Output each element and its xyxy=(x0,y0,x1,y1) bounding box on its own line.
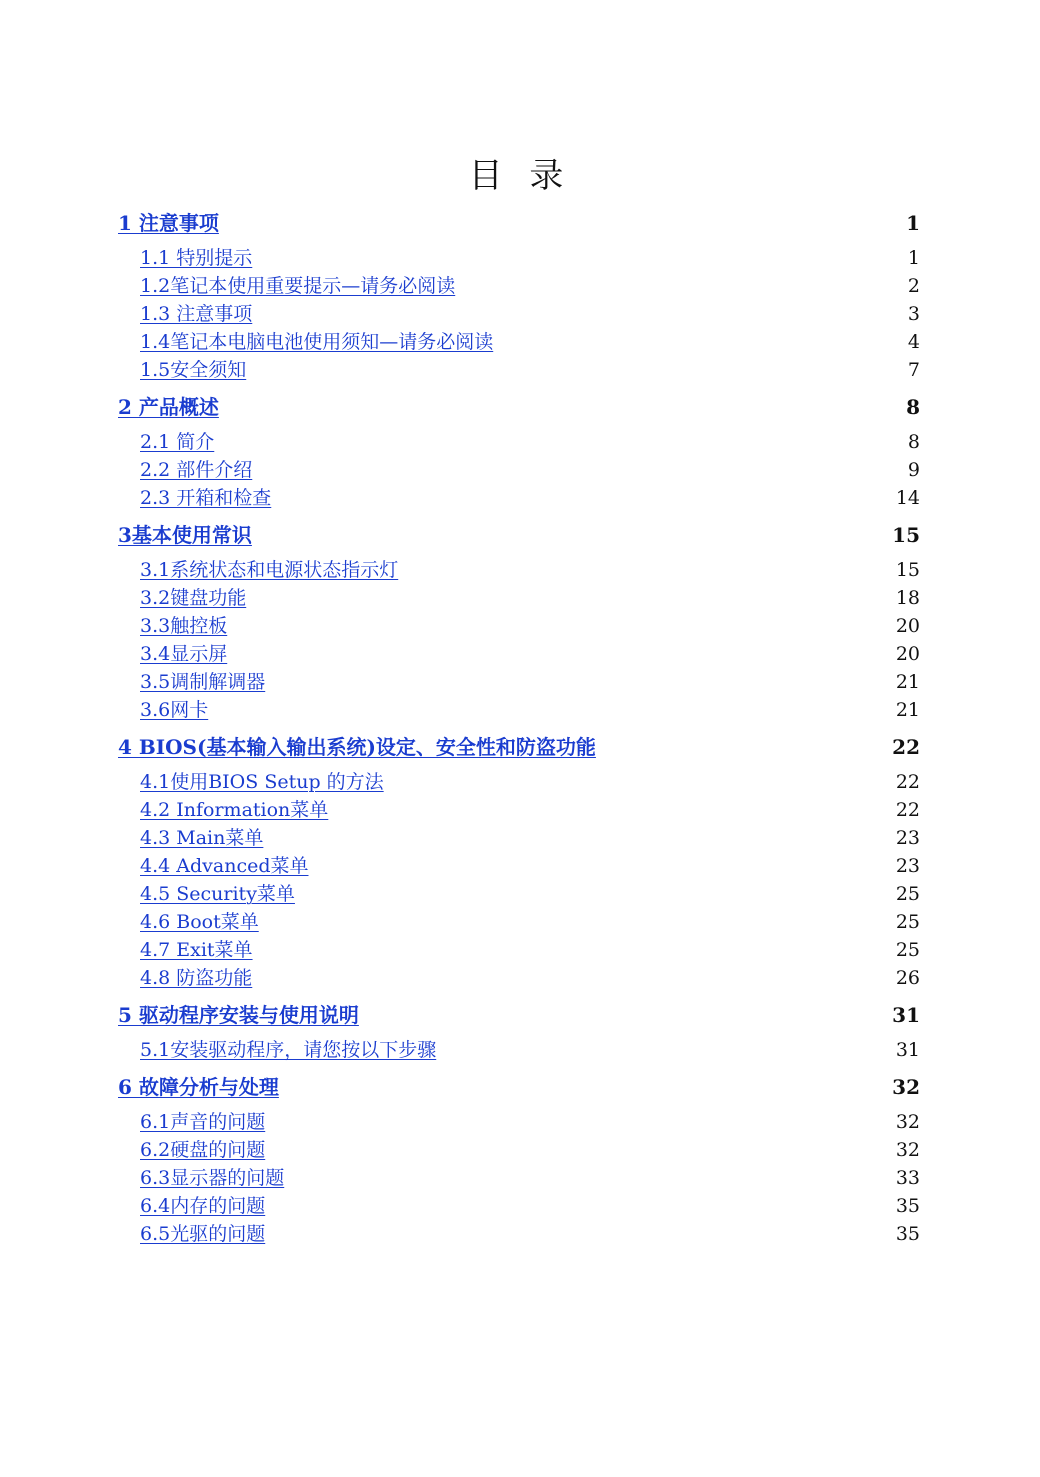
toc-page-number: 8 xyxy=(907,431,920,453)
toc-section-row xyxy=(118,272,920,300)
toc-section-link[interactable]: 6.1声音的问题 xyxy=(140,1111,266,1133)
toc-chapter-link[interactable]: 1 注意事项 xyxy=(118,211,219,235)
toc-page-number: 31 xyxy=(895,1039,920,1061)
toc-section-link[interactable]: 3.5调制解调器 xyxy=(140,671,266,693)
toc-section-link[interactable]: 4.6 Boot菜单 xyxy=(140,911,259,933)
toc-section-link[interactable]: 2.3 开箱和检查 xyxy=(140,487,272,509)
toc-section-row xyxy=(118,300,920,328)
toc-section-row xyxy=(118,796,920,824)
toc-section-link[interactable]: 3.6网卡 xyxy=(140,699,209,721)
toc-page-number: 26 xyxy=(895,967,920,989)
toc-section-link[interactable]: 3.3触控板 xyxy=(140,615,228,637)
toc-section-link[interactable]: 4.5 Security菜单 xyxy=(140,883,295,905)
toc-title: 目 录 xyxy=(468,156,572,196)
toc-page-number: 35 xyxy=(895,1195,920,1217)
toc-section-row xyxy=(118,428,920,456)
toc-section-row xyxy=(118,852,920,880)
toc-page-number: 7 xyxy=(907,359,920,381)
toc-page-number: 21 xyxy=(895,671,920,693)
toc-section-row xyxy=(118,964,920,992)
toc-chapter-link[interactable]: 2 产品概述 xyxy=(118,395,219,419)
toc-section-link[interactable]: 3.4显示屏 xyxy=(140,643,228,665)
toc-section-list xyxy=(118,428,920,512)
toc-page-number: 32 xyxy=(895,1111,920,1133)
toc-section-link[interactable]: 4.8 防盗功能 xyxy=(140,967,253,989)
toc-section-row xyxy=(118,356,920,384)
toc-section-row xyxy=(118,456,920,484)
toc-chapter xyxy=(118,516,920,724)
toc-section-link[interactable]: 1.3 注意事项 xyxy=(140,303,253,325)
toc-section-link[interactable]: 6.4内存的问题 xyxy=(140,1195,266,1217)
toc-chapter-row xyxy=(118,1068,920,1106)
toc-page-number: 21 xyxy=(895,699,920,721)
toc-section-list xyxy=(118,244,920,384)
toc-section-link[interactable]: 4.3 Main菜单 xyxy=(140,827,264,849)
toc-page-number: 20 xyxy=(895,643,920,665)
toc-section-link[interactable]: 6.5光驱的问题 xyxy=(140,1223,266,1245)
toc-page-number: 23 xyxy=(895,855,920,877)
toc-section-row xyxy=(118,612,920,640)
toc-page-number: 22 xyxy=(895,771,920,793)
toc-section-link[interactable]: 3.2键盘功能 xyxy=(140,587,247,609)
toc-chapter-row xyxy=(118,516,920,554)
toc-page-number: 32 xyxy=(895,1139,920,1161)
toc-chapter-link[interactable]: 4 BIOS(基本输入输出系统)设定、安全性和防盗功能 xyxy=(118,735,596,759)
toc-page-number: 35 xyxy=(895,1223,920,1245)
toc-chapter-row xyxy=(118,204,920,242)
toc-chapter xyxy=(118,388,920,512)
toc-page-number: 15 xyxy=(892,523,920,547)
toc-page-number: 1 xyxy=(907,247,920,269)
toc-section-link[interactable]: 1.4笔记本电脑电池使用须知—请务必阅读 xyxy=(140,331,494,353)
toc-page-number: 25 xyxy=(895,883,920,905)
toc-section-row xyxy=(118,768,920,796)
toc-section-link[interactable]: 1.1 特别提示 xyxy=(140,247,253,269)
toc-section-link[interactable]: 1.2笔记本使用重要提示—请务必阅读 xyxy=(140,275,456,297)
toc-chapter xyxy=(118,1068,920,1248)
toc-section-row xyxy=(118,556,920,584)
toc-page-number: 18 xyxy=(895,587,920,609)
toc-page-number: 25 xyxy=(895,911,920,933)
toc-section-row xyxy=(118,1036,920,1064)
toc-section-link[interactable]: 5.1安装驱动程序，请您按以下步骤 xyxy=(140,1039,437,1061)
toc-page-number: 3 xyxy=(907,303,920,325)
toc-page-number: 32 xyxy=(892,1075,920,1099)
toc-chapter-link[interactable]: 3基本使用常识 xyxy=(118,523,252,547)
toc-section-row xyxy=(118,328,920,356)
table-of-contents xyxy=(118,200,920,1252)
toc-section-link[interactable]: 2.2 部件介绍 xyxy=(140,459,253,481)
toc-section-link[interactable]: 4.7 Exit菜单 xyxy=(140,939,253,961)
toc-section-row xyxy=(118,1220,920,1248)
toc-section-row xyxy=(118,936,920,964)
toc-section-row xyxy=(118,1136,920,1164)
toc-section-link[interactable]: 1.5安全须知 xyxy=(140,359,247,381)
toc-section-row xyxy=(118,484,920,512)
toc-chapter-link[interactable]: 6 故障分析与处理 xyxy=(118,1075,279,1099)
toc-section-row xyxy=(118,244,920,272)
toc-chapter xyxy=(118,996,920,1064)
toc-page-number: 22 xyxy=(892,735,920,759)
toc-page-number: 22 xyxy=(895,799,920,821)
toc-page-number: 9 xyxy=(907,459,920,481)
toc-page-number: 4 xyxy=(907,331,920,353)
toc-chapter-row xyxy=(118,728,920,766)
toc-section-link[interactable]: 6.2硬盘的问题 xyxy=(140,1139,266,1161)
toc-page-number: 20 xyxy=(895,615,920,637)
toc-page-number: 33 xyxy=(895,1167,920,1189)
toc-chapter-link[interactable]: 5 驱动程序安装与使用说明 xyxy=(118,1003,359,1027)
toc-section-link[interactable]: 4.2 Information菜单 xyxy=(140,799,329,821)
toc-page-number: 15 xyxy=(895,559,920,581)
toc-section-row xyxy=(118,640,920,668)
toc-page-number: 14 xyxy=(895,487,920,509)
toc-chapter xyxy=(118,204,920,384)
toc-section-link[interactable]: 4.1使用BIOS Setup 的方法 xyxy=(140,771,384,793)
toc-page-number: 8 xyxy=(906,395,920,419)
toc-section-link[interactable]: 4.4 Advanced菜单 xyxy=(140,855,309,877)
toc-page-number: 31 xyxy=(892,1003,920,1027)
toc-section-row xyxy=(118,908,920,936)
toc-chapter-row xyxy=(118,388,920,426)
toc-section-list xyxy=(118,1036,920,1064)
toc-section-row xyxy=(118,824,920,852)
toc-section-link[interactable]: 2.1 简介 xyxy=(140,431,215,453)
toc-section-link[interactable]: 6.3显示器的问题 xyxy=(140,1167,285,1189)
toc-section-link[interactable]: 3.1系统状态和电源状态指示灯 xyxy=(140,559,399,581)
toc-page-number: 25 xyxy=(895,939,920,961)
toc-page-number: 2 xyxy=(907,275,920,297)
toc-page-number: 1 xyxy=(906,211,920,235)
toc-section-row xyxy=(118,880,920,908)
toc-section-list xyxy=(118,768,920,992)
toc-page-number: 23 xyxy=(895,827,920,849)
toc-chapter-row xyxy=(118,996,920,1034)
toc-chapter xyxy=(118,728,920,992)
toc-section-row xyxy=(118,668,920,696)
toc-section-row xyxy=(118,1192,920,1220)
toc-section-row xyxy=(118,696,920,724)
toc-section-row xyxy=(118,1108,920,1136)
toc-section-list xyxy=(118,556,920,724)
toc-section-row xyxy=(118,584,920,612)
toc-section-list xyxy=(118,1108,920,1248)
toc-section-row xyxy=(118,1164,920,1192)
